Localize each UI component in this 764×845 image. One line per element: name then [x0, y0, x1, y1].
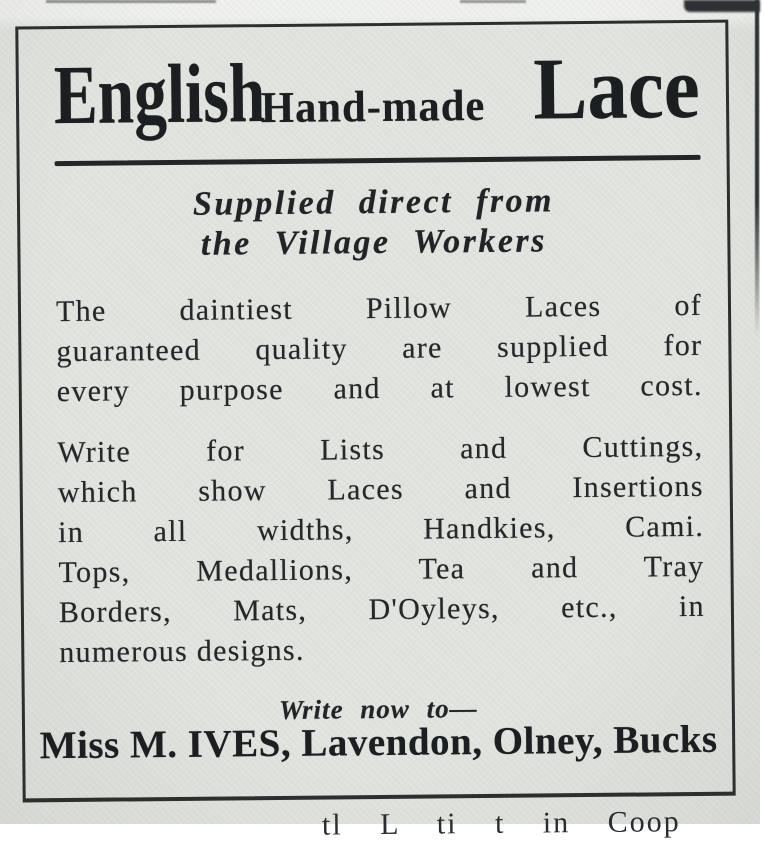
paragraph-line: every purpose and at lowest cost.	[56, 368, 703, 409]
paragraph-line: which show Laces and Insertions	[57, 469, 704, 510]
headline-word-hand-made: Hand-made	[260, 80, 486, 133]
subhead-line: Supplied direct from	[192, 182, 555, 223]
headline-word-english: English	[53, 47, 266, 143]
cropped-next-line-text: tl L ti t in Coop	[321, 805, 681, 842]
headline-underline-rule	[55, 155, 701, 166]
paragraph-line: Borders, Mats, D'Oyleys, etc., in	[58, 589, 706, 630]
paragraph-write-for-lists	[57, 427, 705, 673]
address-line: Miss M. IVES, Lavendon, Olney, Bucks	[39, 717, 718, 768]
paragraph-line: Tops, Medallions, Tea and Tray	[58, 549, 705, 590]
advert-border-box	[15, 20, 735, 803]
subhead-line: the Village Workers	[200, 222, 548, 263]
paragraph-line: The daintiest Pillow Laces of	[55, 288, 703, 329]
paragraph-line: in all widths, Handkies, Cami.	[57, 509, 705, 550]
write-now-to-line: Write now to—	[278, 693, 478, 725]
paragraph-line: numerous designs.	[59, 633, 305, 670]
paragraph-line: Write for Lists and Cuttings,	[57, 429, 704, 470]
subhead-supplied-direct	[20, 180, 728, 267]
headline-word-lace: Lace	[533, 39, 701, 139]
paragraph-line: guaranteed quality are supplied for	[56, 328, 703, 369]
paragraph-pillow-laces	[56, 286, 703, 412]
